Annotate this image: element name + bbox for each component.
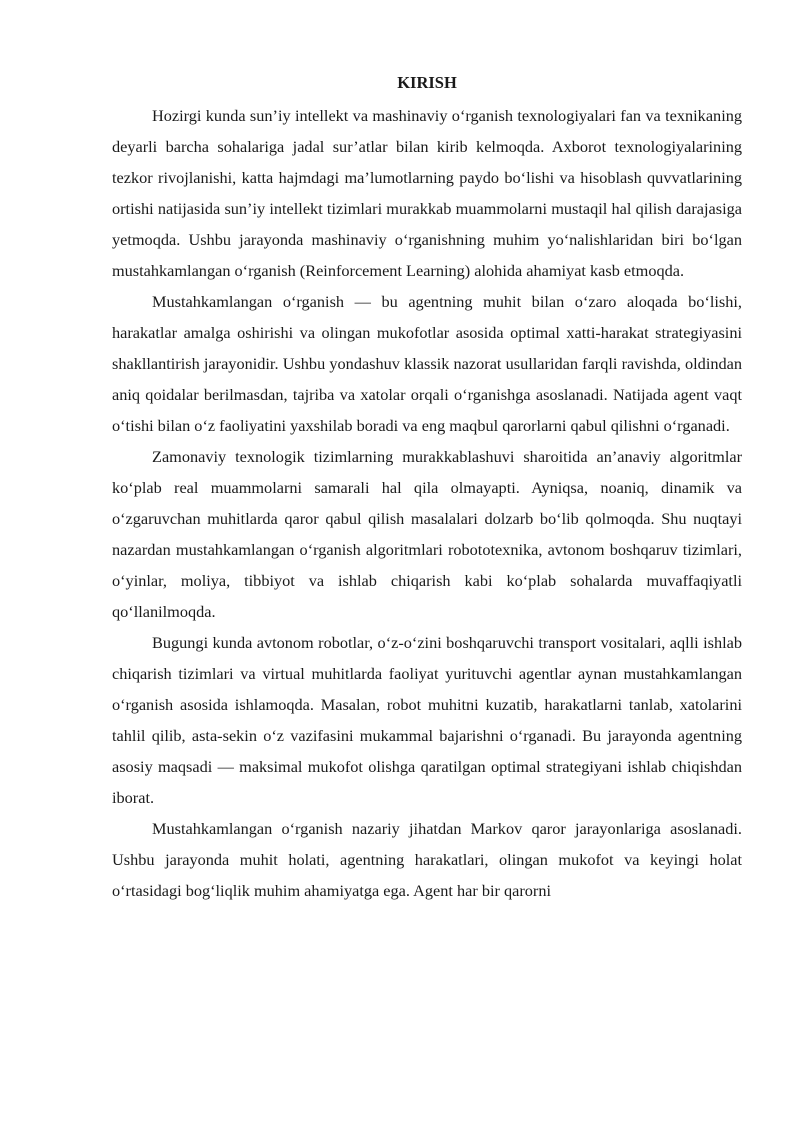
paragraph-2: Mustahkamlangan o‘rganish — bu agentning muhit bilan o‘zaro aloqada bo‘lishi, harakatlar amalga oshirishi va olingan mukofotlar asosida optimal xatti-harakat strategiyasini shakllantirish jarayonidir. Ushbu yondashuv klassik nazorat usullaridan farqli ravishda, oldindan aniq qoidalar berilmasdan, tajriba va xatolar orqali o‘rganishga asoslanadi. Natijada agent vaqt o‘tishi bilan o‘z faoliyatini yaxshilab boradi va eng maqbul qarorlarni qabul qilishni o‘rganadi. [112,292,742,435]
paragraph-3: Zamonaviy texnologik tizimlarning murakkablashuvi sharoitida an’anaviy algoritmlar ko‘plab real muammolarni samarali hal qila olmayapti. Ayniqsa, noaniq, dinamik va o‘zgaruvchan muhitlarda qaror qabul qilish masalalari dolzarb bo‘lib qolmoqda. Shu nuqtayi nazardan mustahkamlangan o‘rganish algoritmlari robototexnika, avtonom boshqaruv tizimlari, o‘yinlar, moliya, tibbiyot va ishlab chiqarish kabi ko‘plab sohalarda muvaffaqiyatli qo‘llanilmoqda. [112,447,742,621]
paragraph-4: Bugungi kunda avtonom robotlar, o‘z-o‘zini boshqaruvchi transport vositalari, aqlli ishlab chiqarish tizimlari va virtual muhitlarda faoliyat yurituvchi agentlar aynan mustahkamlangan o‘rganish asosida ishlamoqda. Masalan, robot muhitni kuzatib, harakatlarni tanlab, xatolarini tahlil qilib, asta-sekin o‘z vazifasini mukammal bajarishni o‘rganadi. Bu jarayonda agentning asosiy maqsadi — maksimal mukofot olishga qaratilgan optimal strategiyani ishlab chiqishdan iborat. [112,633,742,807]
page-title: KIRISH [397,73,457,92]
paragraph-5: Mustahkamlangan o‘rganish nazariy jihatdan Markov qaror jarayonlariga asoslanadi. Ushbu jarayonda muhit holati, agentning harakatlari, olingan mukofot va keyingi holat o‘rtasidagi bog‘liqlik muhim ahamiyatga ega. Agent har bir qarorni [112,819,742,900]
paragraph-1: Hozirgi kunda sun’iy intellekt va mashinaviy o‘rganish texnologiyalari fan va texnikaning deyarli barcha sohalariga jadal sur’atlar bilan kirib kelmoqda. Axborot texnologiyalarining tezkor rivojlanishi, katta hajmdagi ma’lumotlarning paydo bo‘lishi va hisoblash quvvatlarining ortishi natijasida sun’iy intellekt tizimlari murakkab muammolarni mustaqil hal qilish darajasiga yetmoqda. Ushbu jarayonda mashinaviy o‘rganishning muhim yo‘nalishlaridan biri bo‘lgan mustahkamlangan o‘rganish (Reinforcement Learning) alohida ahamiyat kasb etmoqda. [112,106,742,280]
